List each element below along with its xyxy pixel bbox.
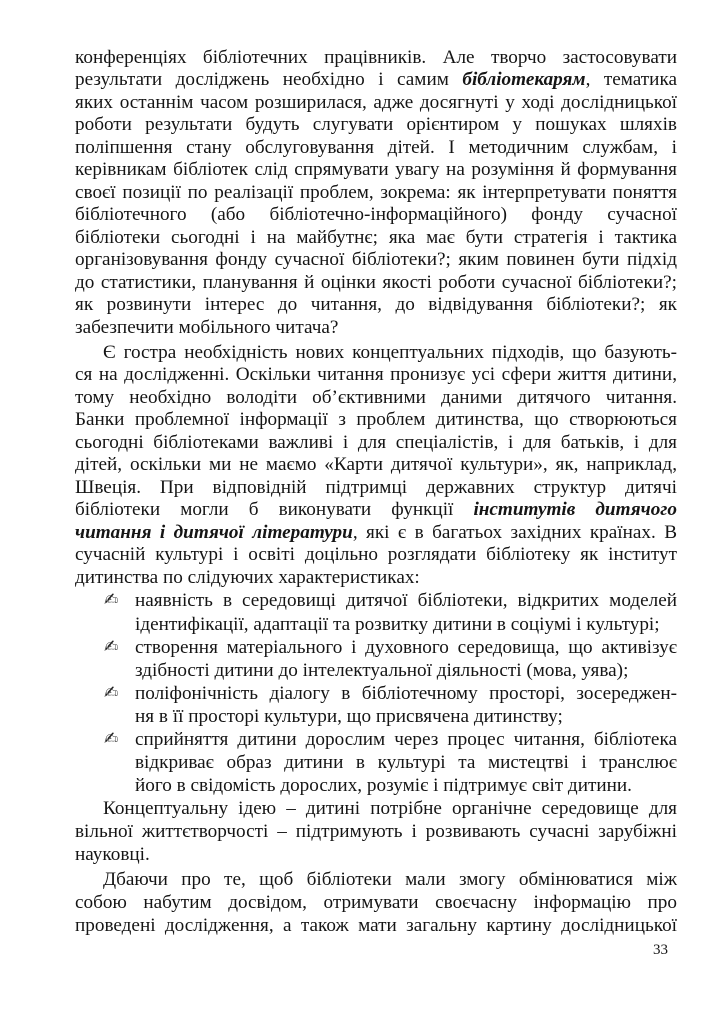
text-line: Концептуальну ідею – дитині потрібне органічне середовище для — [103, 798, 677, 820]
text-line: відкриває образ дитини в культурі та мистецтві і транслює — [135, 752, 677, 774]
text-segment: результати досліджень необхідно і самим — [75, 69, 463, 91]
text-line: конференціях бібліотечних працівників. Але творчо застосовувати — [75, 46, 677, 68]
text-line: організовування фонду сучасної бібліотеки?; яким повинен бути підхід — [75, 249, 677, 271]
writing-hand-icon — [104, 589, 128, 612]
list-item — [75, 589, 677, 635]
paragraph — [75, 47, 677, 340]
text-line: собою набутим досвідом, отримувати своєчасну інформацію про — [75, 891, 677, 913]
text-line — [75, 499, 677, 522]
text-line: дітей, оскільки ми не маємо «Карти дитячої культури», як, наприклад, — [75, 454, 677, 476]
text-line: роботи результати будуть слугувати орієнтиром у пошуках шляхів — [75, 114, 677, 136]
text-line: проведені дослідження, а також мати загальну картину дослідницької — [75, 914, 677, 936]
writing-hand-icon — [104, 682, 128, 705]
text-line: дитинства по слідуючих характеристиках: — [75, 566, 420, 588]
writing-hand-icon — [104, 728, 128, 751]
text-line: поліпшення стану обслуговування дітей. І методичним службам, і — [75, 136, 677, 158]
text-line: сприйняття дитини дорослим через процес читання, бібліотека — [135, 729, 677, 750]
text-line: його в свідомість дорослих, розуміє і підтримує світ дитини. — [135, 775, 632, 797]
writing-hand-icon — [104, 636, 128, 659]
text-segment: , тематика — [585, 69, 678, 91]
emphasized-term: інститутів дитячого — [473, 499, 677, 521]
text-line: науковці. — [75, 844, 150, 866]
text-line: як розвинути інтерес до читання, до відвідування бібліотеки?; як — [75, 294, 677, 316]
text-segment: , які є в багатьох західних країнах. В — [352, 521, 677, 543]
text-line: ся на дослідженні. Оскільки читання пронизує усі сфери життя дитини, — [75, 364, 677, 386]
text-line: здібності дитини до інтелектуальної діяльності (мова, уява); — [135, 659, 629, 681]
text-line: вільної життєтворчості – підтримують і розвивають сучасні зарубіжні — [75, 821, 677, 843]
text-line: Є гостра необхідність нових концептуальних підходів, що базують- — [103, 341, 677, 363]
text-line: до статистики, планування й оцінки якості роботи сучасної бібліотеки?; — [75, 271, 677, 293]
paragraph — [75, 797, 677, 866]
text-line: Дбаючи про те, щоб бібліотеки мали змогу обмінюватися між — [103, 868, 677, 890]
text-line: ня в її просторі культури, що присвячена дитинству; — [135, 705, 563, 727]
text-line: ідентифікації, адаптації та розвитку дитини в соціумі і культурі; — [135, 613, 660, 635]
text-line: тому необхідно володіти об’єктивними даними дитячого читання. — [75, 386, 677, 408]
text-line: керівникам бібліотек слід спрямувати увагу на розуміння й формування — [75, 159, 677, 181]
emphasized-term: бібліотекарям — [462, 69, 586, 91]
paragraph — [75, 868, 677, 937]
text-line: своєї позиції по реалізації проблем, зокрема: як інтерпретувати поняття — [75, 181, 677, 203]
emphasized-term: читання і дитячої літератури — [75, 521, 353, 543]
text-line: Швеція. При відповідній підтримці державних структур дитячі — [75, 476, 677, 498]
text-line: наявність в середовищі дитячої бібліотеки, відкритих моделей — [135, 590, 677, 612]
text-line — [75, 522, 677, 545]
text-line: сучасній культурі і освіті доцільно розглядати бібліотеку як інститут — [75, 544, 677, 566]
text-line: Банки проблемної інформації з проблем дитинства, що створюються — [75, 409, 677, 431]
text-line: забезпечити мобільного читача? — [75, 316, 339, 338]
text-line: поліфонічність діалогу в бібліотечному просторі, зосереджен- — [135, 682, 677, 704]
page-number: 33 — [653, 942, 668, 958]
page-body — [75, 47, 677, 937]
bullet-list — [75, 589, 677, 797]
paragraph — [75, 342, 677, 590]
text-line: створення матеріального і духовного середовища, що активізує — [135, 636, 677, 658]
text-line: бібліотеки сьогодні і на майбутнє; яка має бути стратегія і тактика — [75, 226, 677, 248]
list-item — [75, 682, 677, 728]
list-item — [75, 636, 677, 682]
text-line — [75, 69, 677, 92]
text-line: яких останнім часом розширилася, адже досягнуті у ході дослідницької — [75, 91, 677, 113]
text-line: сьогодні бібліотеками важливі і для спеціалістів, і для батьків, і для — [75, 431, 677, 453]
list-item — [75, 728, 677, 797]
text-segment: бібліотеки могли б виконувати функції — [75, 499, 474, 521]
text-line: бібліотечного (або бібліотечно-інформаційного) фонду сучасної — [75, 204, 677, 226]
